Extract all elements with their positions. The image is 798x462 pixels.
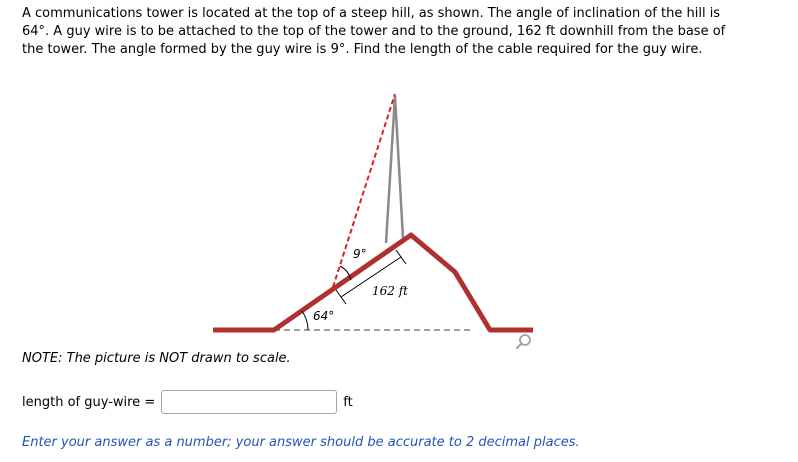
answer-label: length of guy-wire = — [22, 394, 156, 410]
tower-right-leg — [395, 96, 403, 238]
angle-label-9: 9° — [353, 247, 367, 261]
guy-wire-length-input[interactable] — [161, 390, 337, 414]
angle-label-64: 64° — [313, 309, 335, 323]
angle-arc-64 — [302, 311, 308, 330]
answer-hint: Enter your answer as a number; your answer should be accurate to 2 decimal places. — [22, 435, 580, 450]
hill-profile — [213, 235, 533, 330]
answer-row — [22, 387, 353, 417]
magnifier-icon[interactable] — [515, 333, 533, 351]
problem-text: A communications tower is located at the top of a steep hill, as shown. The angle of inclination of the hill is 64°. A guy wire is to be attached to the top of the tower and to the ground, 162 ft downhill from the base of the tower. The angle formed by the guy wire is 9°. Find the length of the cable required for the guy wire. — [22, 6, 726, 57]
scale-note: NOTE: The picture is NOT drawn to scale. — [22, 351, 291, 366]
dimension-tick-start — [336, 290, 346, 304]
answer-unit: ft — [343, 394, 353, 410]
dimension-tick-end — [396, 250, 406, 264]
distance-label: 162 ft — [372, 284, 408, 298]
